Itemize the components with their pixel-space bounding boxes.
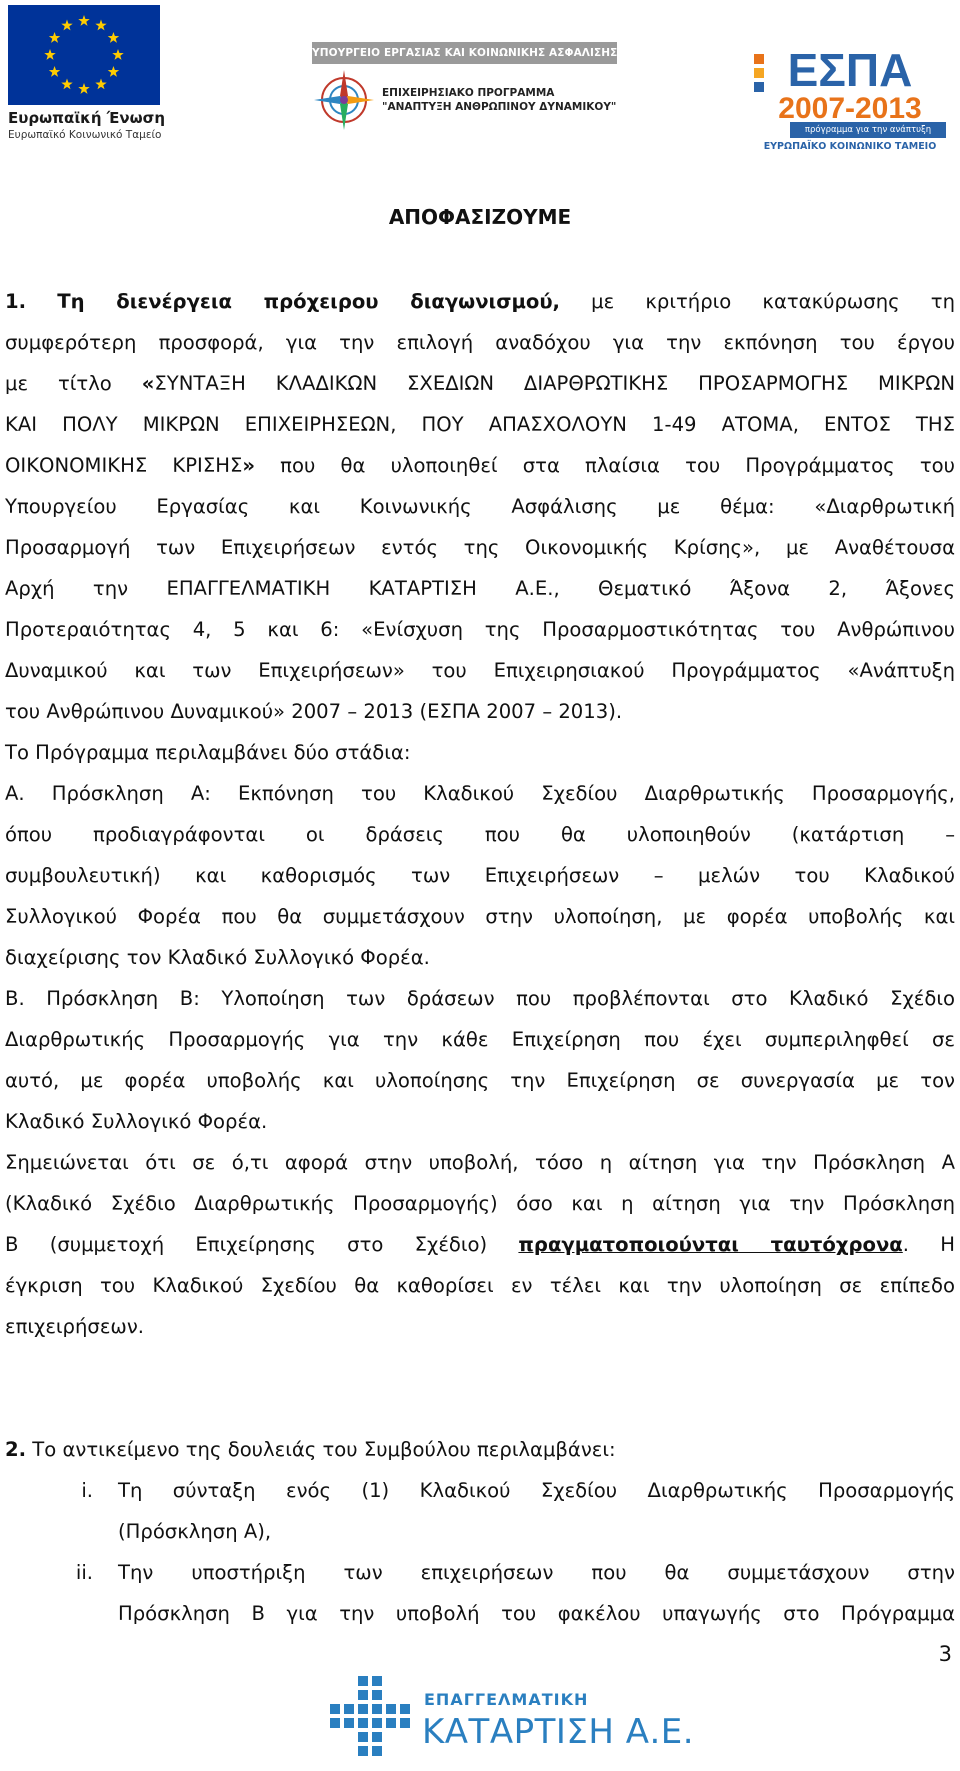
paragraph-line: Β (συμμετοχή Επιχείρησης στο Σχέδιο) πραγματοποιούνται ταυτόχρονα. Η (5, 1233, 955, 1256)
eu-logo (8, 5, 166, 141)
paragraph-line: Δυναμικού και των Επιχειρήσεων» του Επιχειρησιακού Προγράμματος «Ανάπτυξη (5, 659, 955, 682)
compass-rose-icon (312, 68, 376, 132)
footer-org-line-2: ΚΑΤΑΡΤΙΣΗ Α.Ε. (422, 1712, 695, 1752)
espa-fund: ΕΥΡΩΠΑΪΚΟ ΚΟΙΝΩΝΙΚΟ ΤΑΜΕΙΟ (763, 141, 937, 152)
paragraph-line: ΚΑΙ ΠΟΛΥ ΜΙΚΡΩΝ ΕΠΙΧΕΙΡΗΣΕΩΝ, ΠΟΥ ΑΠΑΣΧΟΛΟΥΝ 1-49 ΑΤΟΜΑ, ΕΝΤΟΣ ΤΗΣ (5, 413, 955, 436)
paragraph-line: Συλλογικού Φορέα που θα συμμετάσχουν στην υλοποίηση, με φορέα υποβολής και (5, 905, 955, 928)
footer-org-line-1: ΕΠΑΓΓΕΛΜΑΤΙΚΗ (424, 1690, 589, 1709)
paragraph-line: (Κλαδικό Σχέδιο Διαρθρωτικής Προσαρμογής) όσο και η αίτηση για την Πρόσκληση (5, 1192, 955, 1215)
section-number: 1. (5, 290, 27, 313)
paragraph-line: Το Πρόγραμμα περιλαμβάνει δύο στάδια: (5, 741, 411, 764)
programme-name (382, 86, 616, 114)
paragraph-line: έγκριση του Κλαδικού Σχεδίου θα καθορίσει εν τέλει και την υλοποίηση σε επίπεδο (5, 1274, 955, 1297)
eu-name: Ευρωπαϊκή Ένωση (8, 109, 166, 127)
list-item: ii. Την υποστήριξη των επιχειρήσεων που θα συμμετάσχουν στην (75, 1561, 955, 1584)
paragraph-line: Αρχή την ΕΠΑΓΓΕΛΜΑΤΙΚΗ ΚΑΤΑΡΤΙΣΗ Α.Ε., Θεματικό Άξονα 2, Άξονες (5, 577, 955, 600)
paragraph-line: Σημειώνεται ότι σε ό,τι αφορά στην υποβολή, τόσο η αίτηση για την Πρόσκληση Α (5, 1151, 955, 1174)
page-header (0, 0, 960, 165)
paragraph-line: με τίτλο «ΣΥΝΤΑΞΗ ΚΛΑΔΙΚΩΝ ΣΧΕΔΙΩΝ ΔΙΑΡΘΡΩΤΙΚΗΣ ΠΡΟΣΑΡΜΟΓΗΣ ΜΙΚΡΩΝ (5, 372, 955, 395)
paragraph-line: συμβουλευτική) και καθορισμός των Επιχειρήσεων – μελών του Κλαδικού (5, 864, 955, 887)
footer-logo (326, 1672, 695, 1760)
document-title: ΑΠΟΦΑΣΙΖΟΥΜΕ (388, 205, 572, 229)
paragraph-line: διαχείρισης τον Κλαδικό Συλλογικό Φορέα. (5, 946, 430, 969)
paragraph-line: Προτεραιότητας 4, 5 και 6: «Ενίσχυση της Προσαρμοστικότητας του Ανθρώπινου (5, 618, 955, 641)
paragraph-line: επιχειρήσεων. (5, 1315, 145, 1338)
eu-fund: Ευρωπαϊκό Κοινωνικό Ταμείο (8, 129, 162, 141)
paragraph-line: 1. Τη διενέργεια πρόχειρου διαγωνισμού, με κριτήριο κατακύρωσης τη (5, 290, 955, 313)
espa-logo (754, 44, 946, 152)
espa-tagline: πρόγραμμα για την ανάπτυξη (790, 122, 946, 138)
lead-bold: Τη διενέργεια πρόχειρου διαγωνισμού, (57, 290, 561, 313)
emphasis-simultaneous: πραγματοποιούνται ταυτόχρονα (518, 1233, 903, 1256)
list-item-continuation: (Πρόσκληση Α), (118, 1520, 272, 1543)
programme-line-2: "ΑΝΑΠΤΥΞΗ ΑΝΘΡΩΠΙΝΟΥ ΔΥΝΑΜΙΚΟΥ" (382, 101, 617, 113)
paragraph-line: συμφερότερη προσφορά, για την επιλογή αναδόχου για την εκπόνηση του έργου (5, 331, 955, 354)
section-2-heading: 2. Το αντικείμενο της δουλειάς του Συμβούλου περιλαμβάνει: (5, 1438, 616, 1461)
paragraph-line: Υπουργείου Εργασίας και Κοινωνικής Ασφάλισης με θέμα: «Διαρθρωτική (5, 495, 955, 518)
espa-brand: ΕΣΠΑ (787, 44, 913, 96)
document-body (5, 281, 955, 1634)
programme-line-1: ΕΠΙΧΕΙΡΗΣΙΑΚΟ ΠΡΟΓΡΑΜΜΑ (382, 87, 555, 99)
ministry-name: ΥΠΟΥΡΓΕΙΟ ΕΡΓΑΣΙΑΣ ΚΑΙ ΚΟΙΝΩΝΙΚΗΣ ΑΣΦΑΛΙΣΗΣ (312, 42, 617, 64)
eu-flag-icon (8, 5, 160, 105)
paragraph-line: ΟΙΚΟΝΟΜΙΚΗΣ ΚΡΙΣΗΣ» που θα υλοποιηθεί στα πλαίσια του Προγράμματος του (5, 454, 955, 477)
list-item: i. Τη σύνταξη ενός (1) Κλαδικού Σχεδίου Διαρθρωτικής Προσαρμογής (81, 1479, 955, 1502)
paragraph-line: όπου προδιαγράφονται οι δράσεις που θα υλοποιηθούν (κατάρτιση – (5, 823, 955, 846)
paragraph-line: Α. Πρόσκληση Α: Εκπόνηση του Κλαδικού Σχεδίου Διαρθρωτικής Προσαρμογής, (5, 782, 955, 805)
paragraph-line: του Ανθρώπινου Δυναμικού» 2007 – 2013 (ΕΣΠΑ 2007 – 2013). (5, 700, 623, 723)
list-item-continuation: Πρόσκληση Β για την υποβολή του φακέλου υπαγωγής στο Πρόγραμμα (118, 1602, 955, 1625)
espa-period: 2007-2013 (778, 92, 922, 122)
paragraph-line: Κλαδικό Συλλογικό Φορέα. (5, 1110, 268, 1133)
section-number: 2. (5, 1438, 27, 1461)
paragraph-line: Προσαρμογή των Επιχειρήσεων εντός της Οικονομικής Κρίσης», με Αναθέτουσα (5, 536, 955, 559)
section-gap (5, 1347, 955, 1429)
ministry-logo (312, 42, 617, 132)
espa-brand-icon (754, 44, 946, 122)
page-number: 3 (938, 1642, 952, 1666)
paragraph-line: Διαρθρωτικής Προσαρμογής για την κάθε Επιχείρηση που έχει συμπεριληφθεί σε (5, 1028, 955, 1051)
cross-mosaic-icon (326, 1672, 416, 1760)
paragraph-line: αυτό, με φορέα υποβολής και υλοποίησης την Επιχείρηση σε συνεργασία με τον (5, 1069, 955, 1092)
paragraph-line: Β. Πρόσκληση Β: Υλοποίηση των δράσεων που προβλέπονται στο Κλαδικό Σχέδιο (5, 987, 955, 1010)
